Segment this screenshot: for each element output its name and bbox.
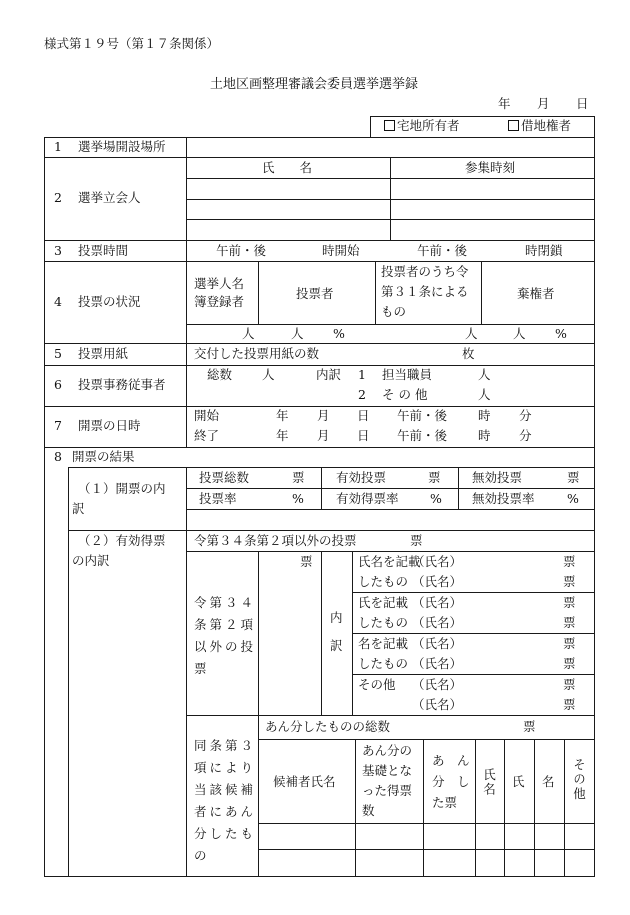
count-start-ampm: 午前・後 xyxy=(397,408,448,423)
prop-votes-header-2: 分 し xyxy=(432,774,470,789)
non-art34-unit: 票 xyxy=(410,533,423,548)
count-start-minute: 分 xyxy=(519,408,532,423)
non-art34-side-3: 以外の投 xyxy=(194,639,257,654)
prop-total-unit: 票 xyxy=(523,719,536,734)
basis-header-2: 基礎とな xyxy=(362,763,413,778)
owner-checkbox-label: 宅地所有者 xyxy=(397,118,460,133)
ballots-unit: 枚 xyxy=(462,346,475,361)
count-end-month: 月 xyxy=(317,428,330,443)
abstain-header: 棄権者 xyxy=(517,286,555,301)
checkbox-icon xyxy=(384,120,395,131)
sei-col-header: 氏 xyxy=(512,774,525,789)
basis-header-3: った得票 xyxy=(362,783,413,798)
page-title: 土地区画整理審議会委員選挙選挙録 xyxy=(210,77,419,92)
prop-side-5: 分したも xyxy=(194,826,257,841)
turnout-unit: % xyxy=(292,491,304,506)
prop-total-label: あん分したものの総数 xyxy=(265,719,391,734)
prop-side-3: 当該候補 xyxy=(194,782,257,797)
basis-header-1: あん分の xyxy=(362,743,413,758)
ballots-issued-label: 交付した投票用紙の数 xyxy=(194,346,320,361)
staff-other-label: そ の 他 xyxy=(382,387,428,402)
row1-number: 1 xyxy=(54,139,62,154)
row1-label: 選挙場開設場所 xyxy=(78,139,166,154)
full-name-label-1: 氏名を記載 xyxy=(358,554,421,569)
count-start-year: 年 xyxy=(276,408,289,423)
vote-unit: 票 xyxy=(563,636,576,651)
name-paren: （氏名） xyxy=(412,554,463,569)
prop-votes-header-1: あ ん xyxy=(432,753,470,768)
art31-unit: 人 xyxy=(465,326,478,341)
row4-number: 4 xyxy=(54,294,62,309)
breakdown-1-number: 1 xyxy=(358,367,366,382)
fullname-col-header: 氏名 xyxy=(481,768,497,797)
total-votes-label: 投票総数 xyxy=(199,470,250,485)
valid-votes-unit: 票 xyxy=(428,470,441,485)
vote-unit: 票 xyxy=(563,595,576,610)
count-end-year: 年 xyxy=(276,428,289,443)
art31-header-1: 投票者のうち令 xyxy=(381,264,469,279)
vote-unit: 票 xyxy=(563,615,576,630)
row8-label: 開票の結果 xyxy=(72,449,135,464)
valid-breakdown-label-2: の内訳 xyxy=(72,553,110,568)
form-number: 様式第１９号（第１７条関係） xyxy=(44,36,220,51)
sei-label-1: 氏を記載 xyxy=(358,595,409,610)
non-art34-side-2: 条第２項 xyxy=(194,617,257,632)
prop-side-1: 同条第３ xyxy=(194,738,257,753)
name-paren: （氏名） xyxy=(412,595,463,610)
count-end-hour: 時 xyxy=(478,428,491,443)
non-art34-side-4: 票 xyxy=(194,661,207,676)
count-start-month: 月 xyxy=(317,408,330,423)
other-label: その他 xyxy=(358,677,396,692)
row5-label: 投票用紙 xyxy=(78,346,129,361)
full-name-label-2: したもの xyxy=(358,574,409,589)
close-time-label: 時閉鎖 xyxy=(525,243,563,258)
vote-unit: 票 xyxy=(563,554,576,569)
staff-officer-unit: 人 xyxy=(478,367,491,382)
registered-header-2: 簿登録者 xyxy=(194,294,245,309)
date-day-label: 日 xyxy=(576,96,589,111)
count-start-label: 開始 xyxy=(194,408,220,423)
owner-checkbox[interactable] xyxy=(384,120,460,133)
valid-votes-label: 有効投票 xyxy=(336,470,387,485)
invalid-votes-label: 無効投票 xyxy=(472,470,523,485)
row8-number: 8 xyxy=(54,449,62,464)
row2-number: 2 xyxy=(54,190,62,205)
date-year-label: 年 xyxy=(498,96,511,111)
count-end-day: 日 xyxy=(357,428,370,443)
row2-label: 選挙立会人 xyxy=(78,190,141,205)
name-paren: （氏名） xyxy=(412,574,463,589)
count-end-ampm: 午前・後 xyxy=(397,428,448,443)
candidate-name-header: 候補者氏名 xyxy=(273,774,336,789)
registered-header-1: 選挙人名 xyxy=(194,276,245,291)
valid-rate-label: 有効得票率 xyxy=(336,491,399,506)
mei-label-1: 名を記載 xyxy=(358,636,409,651)
mei-col-header: 名 xyxy=(542,774,555,789)
row6-number: 6 xyxy=(54,377,62,392)
sei-label-2: したもの xyxy=(358,615,409,630)
close-ampm: 午前・後 xyxy=(417,243,468,258)
count-end-label: 終了 xyxy=(194,428,220,443)
prop-side-4: 者にあん xyxy=(194,804,257,819)
staff-total-unit: 人 xyxy=(262,367,275,382)
staff-other-unit: 人 xyxy=(478,387,491,402)
name-paren: （氏名） xyxy=(412,636,463,651)
row3-number: 3 xyxy=(54,243,62,258)
vote-unit: 票 xyxy=(563,697,576,712)
art31-header-2: 第３１条による xyxy=(381,284,469,299)
abstain-pct-unit: % xyxy=(555,326,567,341)
invalid-votes-unit: 票 xyxy=(567,470,580,485)
name-paren: （氏名） xyxy=(412,697,463,712)
total-votes-unit: 票 xyxy=(292,470,305,485)
name-paren: （氏名） xyxy=(412,615,463,630)
count-breakdown-label-2: 訳 xyxy=(72,501,85,516)
staff-officer-label: 担当職員 xyxy=(382,367,433,382)
turnout-label: 投票率 xyxy=(199,491,237,506)
other-col-header: その他 xyxy=(571,758,587,802)
vote-unit: 票 xyxy=(563,574,576,589)
prop-side-6: の xyxy=(194,848,207,863)
count-end-minute: 分 xyxy=(519,428,532,443)
breakdown-2-number: 2 xyxy=(358,387,366,402)
row5-number: 5 xyxy=(54,346,62,361)
row4-label: 投票の状況 xyxy=(78,294,141,309)
count-breakdown-label-1: （１）開票の内 xyxy=(78,481,166,496)
valid-rate-unit: % xyxy=(430,491,442,506)
lessee-checkbox-label: 借地権者 xyxy=(521,118,572,133)
open-time-label: 時開始 xyxy=(322,243,360,258)
non-art34-votes-unit: 票 xyxy=(300,554,313,569)
name-paren: （氏名） xyxy=(412,656,463,671)
checkbox-icon xyxy=(508,120,519,131)
art31-header-3: もの xyxy=(381,304,407,319)
uchiwake-2: 訳 xyxy=(330,638,343,653)
name-paren: （氏名） xyxy=(412,677,463,692)
breakdown-label: 内訳 xyxy=(316,367,342,382)
row6-label: 投票事務従事者 xyxy=(78,377,166,392)
prop-side-2: 項により xyxy=(194,760,257,775)
uchiwake-1: 内 xyxy=(330,610,343,625)
mei-label-2: したもの xyxy=(358,656,409,671)
witness-name-header: 氏 名 xyxy=(262,160,313,175)
prop-votes-header-3: た票 xyxy=(432,795,458,810)
lessee-checkbox[interactable] xyxy=(508,120,571,133)
non-art34-label: 令第３４条第２項以外の投票 xyxy=(194,533,357,548)
basis-header-4: 数 xyxy=(362,803,375,818)
invalid-rate-label: 無効投票率 xyxy=(472,491,535,506)
voters-header: 投票者 xyxy=(296,286,334,301)
voters-unit: 人 xyxy=(291,326,304,341)
abstain-unit: 人 xyxy=(513,326,526,341)
valid-breakdown-label-1: （２）有効得票 xyxy=(78,533,166,548)
row7-number: 7 xyxy=(54,418,62,433)
row3-label: 投票時間 xyxy=(78,243,129,258)
count-start-hour: 時 xyxy=(478,408,491,423)
row7-label: 開票の日時 xyxy=(78,418,141,433)
open-ampm: 午前・後 xyxy=(216,243,267,258)
non-art34-side-1: 令第３４ xyxy=(194,595,257,610)
count-start-day: 日 xyxy=(357,408,370,423)
vote-unit: 票 xyxy=(563,656,576,671)
registered-unit: 人 xyxy=(242,326,255,341)
date-month-label: 月 xyxy=(537,96,550,111)
vote-unit: 票 xyxy=(563,677,576,692)
voters-pct-unit: % xyxy=(333,326,345,341)
invalid-rate-unit: % xyxy=(567,491,579,506)
staff-total-label: 総数 xyxy=(207,367,233,382)
witness-time-header: 参集時刻 xyxy=(465,160,516,175)
